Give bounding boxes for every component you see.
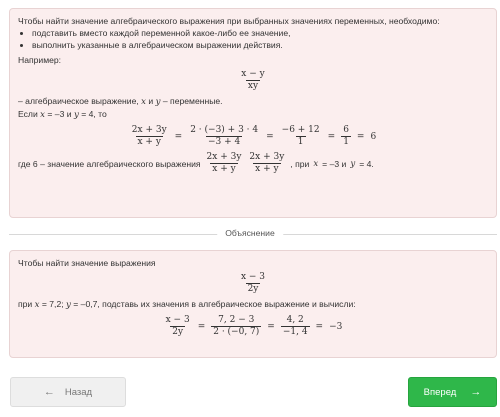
example-label: Например: xyxy=(18,55,62,65)
explanation-intro: Чтобы найти значение выражения xyxy=(18,258,156,268)
explanation-separator xyxy=(0,226,500,242)
example-expression xyxy=(18,69,488,92)
calculation-result: 6 xyxy=(370,131,377,142)
fraction-numerator: x − y xyxy=(241,69,265,79)
theory-panel xyxy=(9,8,497,218)
task-expression: $\frac{x - 3}{2y}$ xyxy=(240,272,266,294)
next-button-label: Вперед xyxy=(423,386,457,398)
condition-line: Если x = –3 и y = 4, то xyxy=(18,109,107,120)
separator-label: Объяснение xyxy=(217,228,283,238)
theory-step: • подставить вместо каждой переменной какое-либо ее значение, xyxy=(32,27,488,39)
fraction-denominator: xy xyxy=(247,81,259,91)
arrow-right-icon: → xyxy=(470,386,482,398)
theory-step: • выполнить указанные в алгебраическом выражении действия. xyxy=(32,39,488,51)
calculation-row: $\frac{2x + 3y}{x + y}$ = $\frac{2 \cdot (-3) + 3 \cdot 4}{-3 + 4}$ = $\frac{-6 + 12}{1}$ = $\frac{6}{1}$ = 6 xyxy=(131,125,377,147)
theory-intro: Чтобы найти значение алгебраического выражения при выбранных значениях переменных, необходимо: xyxy=(18,16,440,26)
back-button[interactable] xyxy=(10,377,126,407)
back-button-label: Назад xyxy=(64,386,93,398)
task-condition: при x = 7,2; y = –0,7, подставь их значения в алгебраическое выражение и вычисли: xyxy=(18,299,356,310)
expression-description: – алгебраическое выражение, x и y – переменные. xyxy=(18,96,223,107)
result-explanation: где 6 – значение алгебраического выражения $\frac{2x + 3y}{x + y}$ $\frac{2x + 3y}{x + y}$ , при x = –3 и y = 4. xyxy=(18,152,374,174)
explanation-panel xyxy=(9,250,497,358)
task-result: −3 xyxy=(329,321,343,332)
theory-steps-list xyxy=(18,27,488,51)
next-button[interactable] xyxy=(408,377,497,407)
arrow-left-icon: ← xyxy=(43,386,55,398)
task-calculation-row: $\frac{x - 3}{2y}$ = $\frac{7, 2 - 3}{2 \cdot (-0, 7)}$ = $\frac{4, 2}{-1, 4}$ = −3 xyxy=(165,315,343,337)
